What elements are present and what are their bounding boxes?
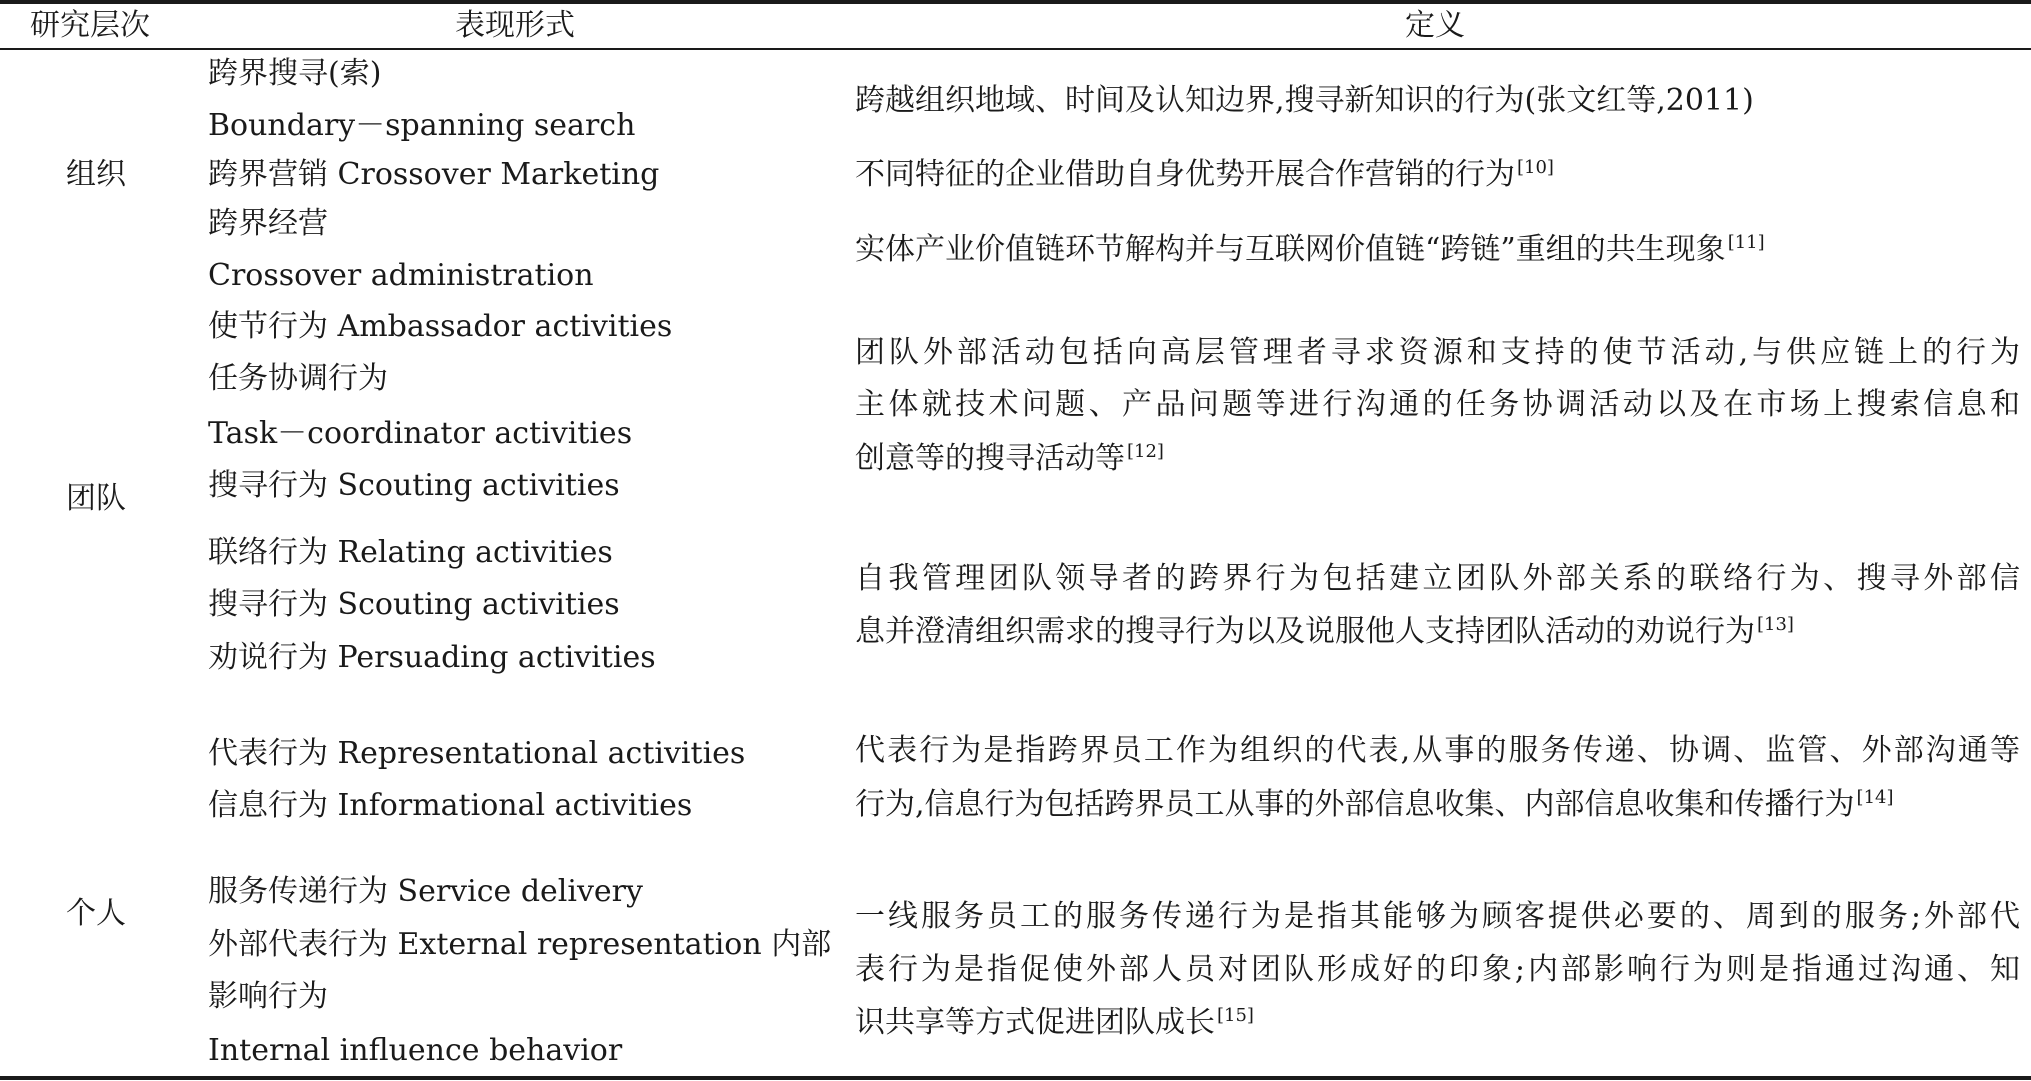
citation-ref: [11] bbox=[1727, 232, 1765, 253]
level-team: 团队 bbox=[66, 481, 126, 516]
definition-team-leader-line1: 自我管理团队领导者的跨界行为包括建立团队外部关系的联络行为、搜寻外部信 bbox=[855, 561, 2020, 596]
form-boundary-spanning-search-cn: 跨界搜寻(索) bbox=[208, 56, 382, 91]
definition-boundary-spanning-search: 跨越组织地域、时间及认知边界,搜寻新知识的行为(张文红等,2011) bbox=[855, 83, 1754, 118]
citation-ref: [15] bbox=[1217, 1005, 1254, 1026]
definition-team-external-line1: 团队外部活动包括向高层管理者寻求资源和支持的使节活动,与供应链上的行为 bbox=[855, 335, 2020, 370]
form-task-coordinator-cn: 任务协调行为 bbox=[208, 361, 388, 396]
form-boundary-spanning-search-en: Boundary－spanning search bbox=[208, 108, 636, 143]
citation-ref: [14] bbox=[1856, 787, 1894, 808]
definition-crossover-administration bbox=[855, 232, 2020, 268]
form-scouting-activities-team: 搜寻行为 Scouting activities bbox=[208, 468, 620, 503]
definition-text: 息并澄清组织需求的搜寻行为以及说服他人支持团队活动的劝说行为 bbox=[855, 614, 1755, 649]
form-representational-activities: 代表行为 Representational activities bbox=[208, 736, 746, 771]
definition-text: 不同特征的企业借助自身优势开展合作营销的行为 bbox=[855, 157, 1515, 192]
form-ambassador-activities: 使节行为 Ambassador activities bbox=[208, 309, 673, 344]
definition-service-staff-line2: 表行为是指促使外部人员对团队形成好的印象;内部影响行为则是指通过沟通、知 bbox=[855, 952, 2020, 987]
form-task-coordinator-en: Task－coordinator activities bbox=[208, 416, 633, 451]
table-top-rule bbox=[0, 0, 2031, 4]
definition-text: 行为,信息行为包括跨界员工从事的外部信息收集、内部信息收集和传播行为 bbox=[855, 787, 1855, 822]
definition-team-external-line2: 主体就技术问题、产品问题等进行沟通的任务协调活动以及在市场上搜索信息和 bbox=[855, 387, 2020, 422]
definition-boundary-staff-line2 bbox=[855, 787, 2020, 823]
table-header-rule bbox=[0, 48, 2031, 50]
definition-crossover-marketing bbox=[855, 157, 2020, 193]
definition-text: 实体产业价值链环节解构并与互联网价值链“跨链”重组的共生现象 bbox=[855, 232, 1726, 267]
column-header-form: 表现形式 bbox=[455, 8, 575, 43]
citation-ref: [12] bbox=[1127, 441, 1164, 462]
column-header-definition: 定义 bbox=[1405, 8, 1465, 43]
form-external-representation: 外部代表行为 External representation 内部 bbox=[208, 927, 832, 962]
column-header-level: 研究层次 bbox=[30, 8, 150, 43]
level-individual: 个人 bbox=[66, 896, 126, 931]
form-scouting-activities-leader: 搜寻行为 Scouting activities bbox=[208, 587, 620, 622]
definition-team-external-line3 bbox=[855, 441, 2020, 477]
form-crossover-administration-en: Crossover administration bbox=[208, 258, 594, 293]
form-relating-activities: 联络行为 Relating activities bbox=[208, 535, 613, 570]
definition-text: 创意等的搜寻活动等 bbox=[855, 441, 1125, 476]
definition-boundary-staff-line1: 代表行为是指跨界员工作为组织的代表,从事的服务传递、协调、监管、外部沟通等 bbox=[855, 733, 2020, 768]
form-internal-influence-cn: 影响行为 bbox=[208, 979, 328, 1014]
form-service-delivery: 服务传递行为 Service delivery bbox=[208, 874, 643, 909]
definition-text: 识共享等方式促进团队成长 bbox=[855, 1005, 1215, 1040]
form-persuading-activities: 劝说行为 Persuading activities bbox=[208, 640, 656, 675]
definition-team-leader-line2 bbox=[855, 614, 2020, 650]
citation-ref: [13] bbox=[1757, 614, 1794, 635]
form-informational-activities: 信息行为 Informational activities bbox=[208, 788, 693, 823]
citation-ref: [10] bbox=[1517, 157, 1554, 178]
level-organization: 组织 bbox=[66, 157, 126, 192]
definition-service-staff-line3 bbox=[855, 1005, 2020, 1041]
form-crossover-administration-cn: 跨界经营 bbox=[208, 206, 328, 241]
form-crossover-marketing: 跨界营销 Crossover Marketing bbox=[208, 157, 660, 192]
definition-service-staff-line1: 一线服务员工的服务传递行为是指其能够为顾客提供必要的、周到的服务;外部代 bbox=[855, 899, 2020, 934]
table-bottom-rule bbox=[0, 1076, 2031, 1080]
form-internal-influence-en: Internal influence behavior bbox=[208, 1033, 623, 1068]
